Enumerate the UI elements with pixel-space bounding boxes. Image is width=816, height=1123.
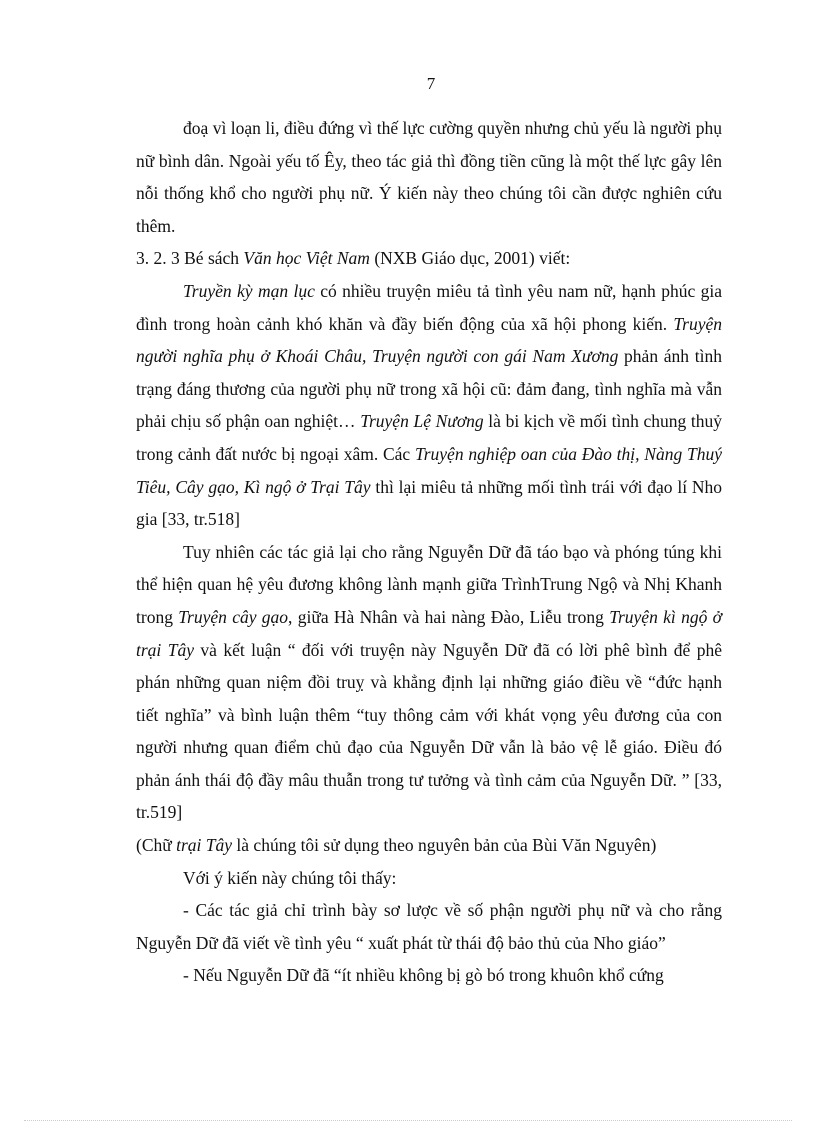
work-title: Truyện kì ngộ ở trại Tây xyxy=(136,606,722,660)
paragraph-text: Tuy nhiên các tác giả lại cho rằng Nguyễn Dữ đã táo bạo và phóng túng khi thể hiện quan hệ yêu đương không lành mạnh giữa TrìnhTrung Ngộ và Nhị Khanh trong xyxy=(136,541,722,627)
quoted-paragraph xyxy=(136,275,722,536)
paragraph-note xyxy=(136,829,722,862)
paragraph-text: - Nếu Nguyễn Dữ đã “ít nhiều không bị gò bó trong khuôn khổ cứng xyxy=(183,965,664,986)
paragraph-text: là bi kịch về mối tình chung thuỷ trong cảnh đất nước bị ngoại xâm. Các xyxy=(136,411,722,464)
section-heading-3-2-3 xyxy=(136,242,722,275)
heading-lead: 3. 2. 3 Bé sách xyxy=(136,248,244,269)
paragraph-text: thì lại miêu tả những mối tình trái với đạo lí Nho gia [33, tr.518] xyxy=(136,476,722,530)
work-titles: Truyện nghiệp oan của Đào thị, Nàng Thuý Tiêu, Cây gạo, Kì ngộ ở Trại Tây xyxy=(136,443,722,497)
page-body xyxy=(136,112,722,992)
paragraph-text: , giữa Hà Nhân và hai nàng Đào, Liễu trong xyxy=(288,606,610,627)
list-item xyxy=(136,959,722,992)
work-titles: Truyện người nghĩa phụ ở Khoái Châu, Truyện người con gái Nam Xương xyxy=(136,313,722,367)
term: trại Tây xyxy=(176,835,233,856)
paragraph-continuation xyxy=(136,112,722,242)
work-title: Truyền kỳ mạn lục xyxy=(183,280,315,301)
work-title: Truyện cây gạo xyxy=(178,606,289,627)
book-title: Văn học Việt Nam xyxy=(243,248,370,269)
work-title: Truyện Lệ Nương xyxy=(360,411,484,432)
paragraph-text: phản ánh tình trạng đáng thương của người phụ nữ trong xã hội cũ: đảm đang, tình nghĩa mà vẫn phải chịu số phận oan nghiệt… xyxy=(136,346,722,432)
paragraph-discussion xyxy=(136,536,722,829)
heading-tail: (NXB Giáo dục, 2001) viết: xyxy=(369,248,571,269)
paragraph-intro xyxy=(136,862,722,895)
paragraph-text: Với ý kiến này chúng tôi thấy: xyxy=(183,867,397,888)
paragraph-text: là chúng tôi sử dụng theo nguyên bản của Bùi Văn Nguyên) xyxy=(232,835,657,856)
list-item xyxy=(136,894,722,959)
paragraph-text: và kết luận “ đối với truyện này Nguyễn Dữ đã có lời phê bình để phê phán những quan niệm đồi truỵ và khẳng định lại những giáo điều về “đức hạnh tiết nghĩa” và bình luận thêm “tuy thông cảm với khát vọng yêu đương của con người nhưng quan điểm chủ đạo của Nguyễn Dữ vẫn là bảo vệ lễ giáo. Điều đó phản ánh thái độ đầy mâu thuẫn trong tư tưởng và tình cảm của Nguyễn Dữ. ” [33, tr.519] xyxy=(136,639,722,823)
paragraph-text: đoạ vì loạn li, điều đứng vì thế lực cường quyền nhưng chủ yếu là người phụ nữ bình dân. Ngoài yếu tố Êy, theo tác giả thì đồng tiền cũng là một thế lực gây lên nỗi thống khổ cho người phụ nữ. Ý kiến này theo chúng tôi cần được nghiên cứu thêm. xyxy=(136,118,722,236)
paragraph-text: - Các tác giả chỉ trình bày sơ lược về số phận người phụ nữ và cho rằng Nguyễn Dữ đã viết về tình yêu “ xuất phát từ thái độ bảo thủ của Nho giáo” xyxy=(136,900,722,953)
paragraph-text: (Chữ xyxy=(136,835,177,856)
page-number: 7 xyxy=(426,74,436,93)
paragraph-text: có nhiều truyện miêu tả tình yêu nam nữ, hạnh phúc gia đình trong hoàn cảnh khó khăn và đầy biến động của xã hội phong kiến. xyxy=(136,280,722,334)
page-bottom-rule xyxy=(24,1120,792,1121)
